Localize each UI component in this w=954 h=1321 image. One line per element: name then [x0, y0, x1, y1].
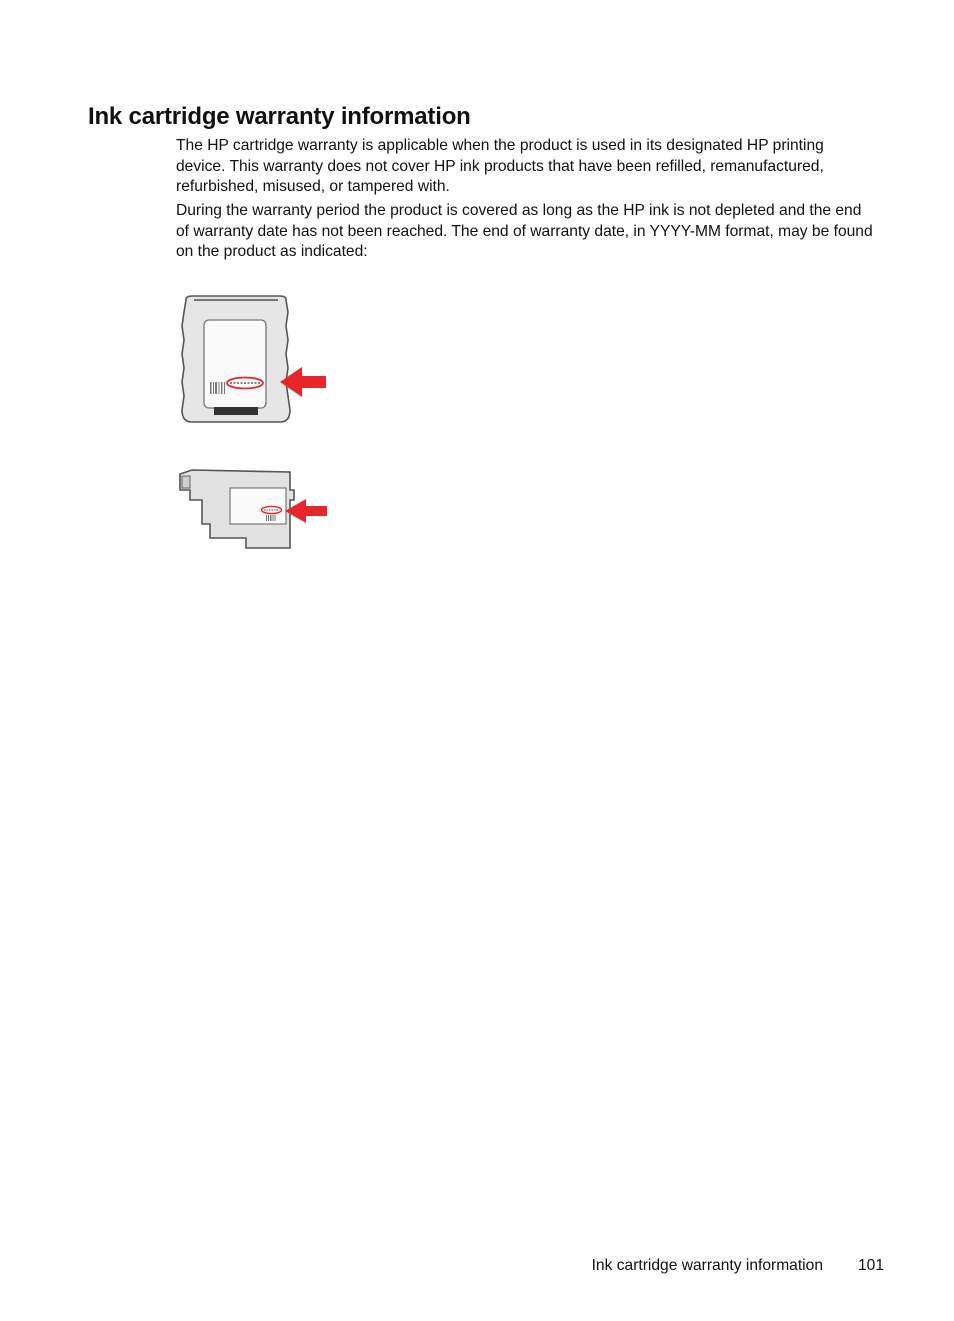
cartridge-label-panel: [204, 320, 266, 408]
ink-cartridge-illustration: [172, 290, 332, 430]
printhead-clip: [182, 476, 190, 488]
red-arrow-icon-2: [285, 499, 327, 523]
printhead-illustration: [172, 466, 332, 556]
warranty-paragraph-2: During the warranty period the product is covered as long as the HP ink is not depleted and the end of warranty date has not been reached. The end of warranty date, in YYYY-MM format, may be found on the product as indicated:: [176, 202, 873, 261]
page-heading: Ink cartridge warranty information: [88, 103, 471, 130]
footer-page-number: 101: [857, 1257, 884, 1274]
footer-section-title: Ink cartridge warranty information: [591, 1257, 823, 1274]
warranty-paragraph-1: The HP cartridge warranty is applicable when the product is used in its designated HP printing device. This warranty does not cover HP ink products that have been refilled, remanufactured, refurbished, misused, or tampered with.: [176, 137, 824, 196]
cartridge-nozzle: [214, 407, 258, 415]
printhead-label-panel: [230, 488, 286, 524]
